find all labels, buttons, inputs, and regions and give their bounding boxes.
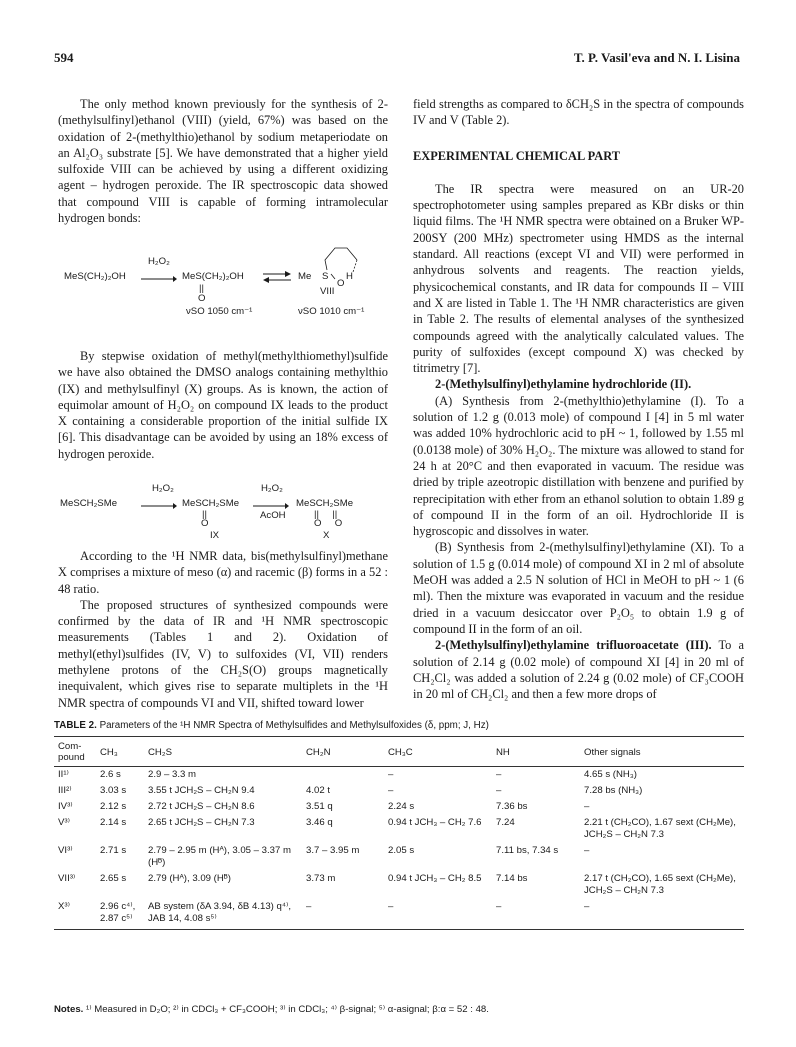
table-caption: [54, 720, 489, 731]
cell: 2.21 t (CH₂CO), 1.67 sext (CH₂Me), JCH₂S – CH₂N 7.3: [584, 817, 736, 840]
cell: 2.05 s: [388, 845, 415, 856]
cell: –: [388, 769, 394, 780]
scheme1-nu1: νSO 1050 cm⁻¹: [186, 306, 253, 317]
cell: 3.7 – 3.95 m: [306, 845, 360, 856]
cell: 3.46 q: [306, 817, 333, 828]
cell: V³⁾: [58, 817, 70, 828]
header-compound: Com-pound: [54, 737, 96, 767]
cell: –: [496, 769, 502, 780]
header-ch2n: CH₂N: [302, 737, 384, 767]
cell: 2.96 c⁴⁾, 2.87 c⁵⁾: [96, 899, 144, 930]
header-ch3: CH₃: [96, 737, 144, 767]
cell: 2.71 s: [100, 845, 127, 856]
cell: 2.65 t JCH₂S – CH₂N 7.3: [148, 817, 255, 828]
notes-label: Notes.: [54, 1004, 84, 1015]
notes-text: ¹⁾ Measured in D₂O; ²⁾ in CDCl₃ + CF₃COOH; ³⁾ in CDCl₃; ⁴⁾ β-signal; ⁵⁾ α-asignal; β:α = 52 : 48.: [86, 1004, 489, 1015]
running-head-authors: T. P. Vasil'eva and N. I. Lisina: [573, 50, 740, 65]
cell: –: [388, 785, 394, 796]
cell: 7.36 bs: [496, 801, 528, 812]
right-column: [413, 96, 744, 702]
cell: –: [584, 801, 590, 812]
table-row: [54, 843, 744, 871]
scheme2-reagent1: H₂O₂: [152, 483, 174, 494]
compound-iii-text: To a solution of 2.14 g (0.02 mole) of compound XI [4] in 20 ml of CH₂Cl₂ was added a solution of 2.24 g (0.02 mole) of CF₃COOH in 20 ml of CH₂Cl₂ and then a few more drops of: [413, 638, 745, 702]
scheme2-product: MeSCH₂SMe: [296, 498, 354, 509]
left-column-bottom: [58, 548, 388, 711]
scheme2-intermediate-o: O: [201, 518, 209, 529]
table-notes: [54, 1004, 489, 1015]
scheme2-product-o: O O: [314, 518, 343, 529]
table-header-row: [54, 737, 744, 767]
paragraph-intro: The only method known previously for the synthesis of 2-(methylsulfinyl)ethanol (VIII) (yield, 67%) was based on the oxidation of 2-(methylthio)ethanol by sodium metaperiodate on an Al₂O₃ substrate [5]. We have demonstrated that a higher yield sulfoxide VIII can be achieved by using a different oxidizing agent – hydrogen peroxide. The IR spectroscopic data showed that compound VIII is capable of forming intramolecular hydrogen bonds:: [58, 97, 388, 226]
cell: 3.73 m: [306, 873, 336, 884]
paragraph-synthesis-b: (B) Synthesis from 2-(methylsulfinyl)ethylamine (XI). To a solution of 1.5 g (0.014 mole) of compound XI in 2 ml of absolute MeOH was added a 2.5 N solution of HCl in MeOH to pH ~ 1 (6 ml). Then the mixture was evaporated in vacuum and the residue dried in a vacuum desiccator over P₂O₅ to obtain 1.9 g of compound II in the form of an oil.: [413, 540, 744, 636]
scheme1-cyclic-label: VIII: [320, 286, 335, 297]
scheme1-reagent: H₂O₂: [148, 256, 170, 267]
cell: AB system (δA 3.94, δB 4.13) q⁴⁾, JAB 14, 4.08 s⁵⁾: [144, 899, 302, 930]
cell: 2.79 (Hᴬ), 3.09 (Hᴮ): [148, 873, 231, 884]
paragraph-compound-iii: [413, 637, 744, 702]
scheme2-solvent: AcOH: [260, 510, 286, 521]
ring-structure-icon: [313, 240, 373, 280]
cell: –: [492, 899, 580, 930]
nmr-table: [54, 736, 744, 930]
table-row: [54, 767, 744, 784]
cell: 2.12 s: [100, 801, 127, 812]
page-number: 594: [54, 50, 74, 65]
cell: III²⁾: [58, 785, 72, 796]
scheme2-arrow2-icon: [253, 502, 289, 510]
paragraph-continuation: field strengths as compared to δCH₂S in the spectra of compounds IV and V (Table 2).: [413, 97, 744, 128]
header-ch2s: CH₂S: [144, 737, 302, 767]
cell: –: [496, 785, 502, 796]
left-column-middle: [58, 348, 388, 462]
table-row: [54, 871, 744, 899]
scheme1-product: MeS(CH₂)₂OH: [182, 271, 244, 282]
cell: [302, 767, 384, 784]
cell: –: [580, 899, 744, 930]
scheme2-arrow1-icon: [141, 502, 177, 510]
table-row: [54, 899, 744, 930]
cell: 2.17 t (CH₂CO), 1.65 sext (CH₂Me), JCH₂S – CH₂N 7.3: [584, 873, 736, 896]
scheme1-cyclic-o: O: [337, 278, 345, 289]
scheme2-product-bonds: || ||: [314, 509, 338, 520]
left-column: [58, 96, 388, 226]
cell: II¹⁾: [58, 769, 69, 780]
cell: 7.11 bs, 7.34 s: [496, 845, 559, 856]
table-caption-text: Parameters of the ¹H NMR Spectra of Methylsulfides and Methylsulfoxides (δ, ppm; J, Hz): [99, 720, 489, 731]
cell: VI³⁾: [58, 845, 73, 856]
scheme2-product-label: X: [323, 530, 330, 541]
table-label: TABLE 2.: [54, 720, 97, 731]
scheme1-product-o: O: [198, 293, 206, 304]
cell: 3.55 t JCH₂S – CH₂N 9.4: [148, 785, 255, 796]
scheme1-reactant: MeS(CH₂)₂OH: [64, 271, 126, 282]
scheme1-nu2: νSO 1010 cm⁻¹: [298, 306, 365, 317]
cell: 7.28 bs (NH₃): [584, 785, 643, 796]
reaction-scheme-1: [58, 250, 388, 317]
scheme1-cyclic-h: H: [346, 271, 353, 282]
compound-ii-heading: 2-(Methylsulfinyl)ethylamine hydrochloride (II).: [435, 377, 692, 392]
cell: 2.6 s: [100, 769, 121, 780]
cell: 4.02 t: [306, 785, 331, 796]
scheme1-cyclic-s: S: [322, 271, 329, 282]
cell: –: [584, 845, 590, 856]
reaction-scheme-2: [58, 478, 388, 541]
cell: 2.65 s: [100, 873, 127, 884]
paragraph-meso-racemic: According to the ¹H NMR data, bis(methylsulfinyl)methane X comprises a mixture of meso (α) and racemic (β) forms in a 52 : 48 ratio.: [58, 549, 388, 596]
table-row: [54, 783, 744, 799]
paragraph-stepwise-oxidation: By stepwise oxidation of methyl(methylthiomethyl)sulfide we have also obtained the DMSO analogs containing methylthio (IX) and methylsulfinyl (X) groups. As is known, the action of equimolar amount of H₂O₂ on compound IX leads to the product X containing a considerable proportion of the initial sulfide IX [6]. This disadvantage can be avoided by using an 18% excess of hydrogen peroxide.: [58, 349, 388, 461]
cell: 2.24 s: [388, 801, 415, 812]
cell: 7.14 bs: [496, 873, 528, 884]
paragraph-synthesis-a: (A) Synthesis from 2-(methylthio)ethylamine (I). To a solution of 1.2 g (0.013 mole) of compound I [4] in 5 ml water was added 10% hydrochloric acid to pH ~ 1, followed by 1.55 ml (0.0138 mole) of 30% H₂O₂. The mixture was allowed to stand for 24 h at 20°C and then evaporated in vacuum. The residue was dried by triple azeotropic distillation with benzene and purified by reprecipitation with ether from an ethanol solution to obtain 1.89 g of compound II in the form of an oil. Hydrochloride II is hygroscopic and dissolves in water.: [413, 393, 744, 539]
cell: VII³⁾: [58, 873, 76, 884]
cell: 2.79 – 2.95 m (Hᴬ), 3.05 – 3.37 m (Hᴮ): [148, 845, 291, 868]
equilibrium-arrow-icon: [263, 271, 291, 283]
cell: 4.65 s (NH₃): [584, 769, 637, 780]
scheme2-reactant: MeSCH₂SMe: [60, 498, 118, 509]
scheme2-intermediate: MeSCH₂SMe: [182, 498, 240, 509]
scheme2-intermediate-bond: ||: [202, 509, 207, 520]
cell: X³⁾: [54, 899, 96, 930]
scheme2-intermediate-label: IX: [210, 530, 220, 541]
cell: 3.03 s: [100, 785, 127, 796]
paragraph-methods: The IR spectra were measured on an UR-20 spectrophotometer using samples prepared as KBr disks or thin liquid films. The ¹H NMR spectra were obtained on a Bruker WP-200SY (200 MHz) spectrometer using HMDS as the internal standard. All reactions (except VI and VII) were performed in anhydrous solvents and reagents. The reaction yields, physicochemical constants, and IR data for compounds II – VIII and X are listed in Table 1. The ¹H NMR characteristics are given in Table 2. The results of elemental analyses of the synthesized compounds agreed with the analytically calculated values. The purity of sulfoxides (except compound X) was checked by titrimetry [7].: [413, 181, 744, 376]
scheme2-reagent2: H₂O₂: [261, 483, 283, 494]
header-nh: NH: [492, 737, 580, 767]
scheme1-arrow-icon: [141, 275, 177, 283]
table-row: [54, 815, 744, 843]
compound-iii-heading: 2-(Methylsulfinyl)ethylamine trifluoroacetate (III).: [435, 638, 712, 653]
header-other: Other signals: [580, 737, 744, 767]
cell: 0.94 t JCH₃ – CH₂ 7.6: [388, 817, 482, 828]
cell: –: [302, 899, 384, 930]
cell: 2.14 s: [100, 817, 127, 828]
cell: 3.51 q: [306, 801, 333, 812]
section-heading: EXPERIMENTAL CHEMICAL PART: [413, 148, 621, 163]
paragraph-structures: The proposed structures of synthesized compounds were confirmed by the data of IR and ¹H NMR spectroscopic measurements (Tables 1 and 2). Oxidation of methyl(ethyl)sulfides (IV, V) to sulfoxides (VI, VII) renders methylene protons of the CH₂S(O) groups magnetically inequivalent, which gives rise to separate multiplets in the ¹H NMR spectra of compounds VI and VII, shifted toward lower: [58, 597, 388, 710]
scheme1-cyclic-me: Me: [298, 271, 312, 282]
cell: 7.24: [496, 817, 515, 828]
header-ch3c: CH₃C: [384, 737, 492, 767]
cell: 2.72 t JCH₂S – CH₂N 8.6: [148, 801, 255, 812]
cell: IV³⁾: [58, 801, 73, 812]
scheme1-product-bond: ||: [199, 283, 204, 294]
cell: –: [384, 899, 492, 930]
table-row: [54, 799, 744, 815]
cell: 0.94 t JCH₃ – CH₂ 8.5: [388, 873, 482, 884]
cell: 2.9 – 3.3 m: [148, 769, 196, 780]
